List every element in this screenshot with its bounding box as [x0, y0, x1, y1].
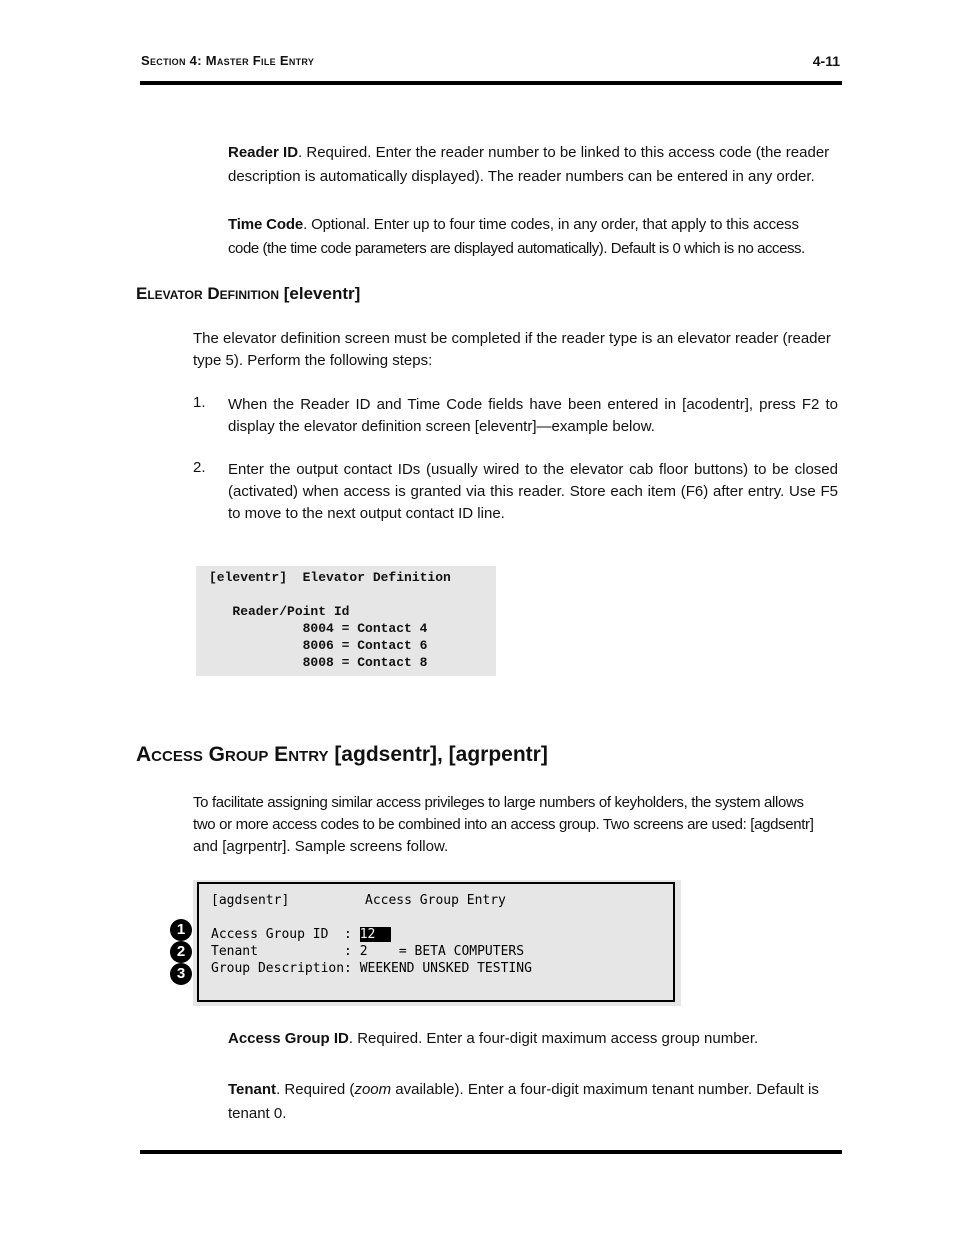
access-group-id-row-label: Access Group ID : [211, 927, 360, 942]
elevator-screen-title: [eleventr] Elevator Definition [209, 570, 451, 585]
access-group-intro-l1: To facilitate assigning similar access privileges to large numbers of keyholders, the system allows [193, 794, 804, 811]
time-code-text-l1: . Optional. Enter up to four time codes, in any order, that apply to this access [303, 216, 799, 233]
access-group-heading [136, 743, 548, 767]
time-code-label: Time Code [228, 216, 304, 233]
access-group-screen-title-code: [agdsentr] [211, 893, 290, 908]
step-2-text: Enter the output contact IDs (usually wired to the elevator cab floor buttons) to be closed (activated) when access is granted via this reader. Store each item (F6) after entry. Use F5 to move to the next output contact ID line. [228, 461, 838, 522]
tenant-paragraph [228, 1078, 838, 1126]
callout-2: 2 [170, 941, 192, 963]
reader-id-label: Reader ID [228, 144, 299, 161]
callout-3: 3 [170, 963, 192, 985]
tenant-text-l2: tenant 0. [228, 1105, 287, 1122]
group-description-row: Group Description: WEEKEND UNSKED TESTING [211, 961, 532, 976]
tenant-text-a: . Required ( [276, 1081, 355, 1098]
footer-rule [140, 1150, 842, 1154]
tenant-label: Tenant [228, 1081, 277, 1098]
elevator-heading-caps: Elevator Definition [136, 284, 280, 303]
tenant-text-zoom: zoom [354, 1081, 392, 1098]
step-1-text: When the Reader ID and Time Code fields have been entered in [acodentr], press F2 to display the elevator definition screen [eleventr]—example below. [228, 396, 838, 435]
access-group-id-label: Access Group ID [228, 1030, 349, 1047]
time-code-text-l2: code (the time code parameters are displayed automatically). Default is 0 which is no access. [228, 240, 805, 257]
callout-1: 1 [170, 919, 192, 941]
access-group-intro [193, 792, 839, 858]
page-number: 4-11 [812, 53, 840, 69]
section-header: Section 4: Master File Entry [141, 53, 315, 68]
reader-id-text-l1: . Required. Enter the reader number to be linked to this access code (the reader [298, 144, 830, 161]
access-group-heading-code: [agdsentr], [agrpentr] [334, 743, 548, 766]
elevator-heading-code: [eleventr] [283, 284, 361, 303]
access-group-screen-terminal [197, 882, 675, 1002]
reader-id-text-l2: description is automatically displayed). The reader numbers can be entered in any order. [228, 168, 815, 185]
tenant-text-b: available). Enter a four-digit maximum tenant number. Default is [391, 1081, 819, 1098]
step-2-number: 2. [193, 459, 206, 476]
elevator-screen-row: 8006 = Contact 6 [209, 638, 428, 653]
elevator-intro [193, 328, 839, 372]
elevator-screen-column-header: Reader/Point Id [209, 604, 350, 619]
access-group-id-text: . Required. Enter a four-digit maximum access group number. [348, 1030, 759, 1047]
elevator-intro-l2: type 5). Perform the following steps: [193, 352, 433, 369]
access-group-intro-l2: two or more access codes to be combined into an access group. Two screens are used: [agdsentr] [193, 816, 814, 833]
elevator-heading [136, 284, 360, 304]
elevator-screen-row: 8004 = Contact 4 [209, 621, 428, 636]
access-group-id-paragraph [228, 1027, 838, 1051]
access-group-screen [193, 880, 681, 1006]
tenant-row: Tenant : 2 = BETA COMPUTERS [211, 944, 525, 959]
header-rule [140, 81, 842, 85]
step-1-number: 1. [193, 394, 206, 411]
access-group-heading-caps: Access Group Entry [136, 743, 329, 766]
access-group-id-row [211, 926, 391, 943]
time-code-paragraph [228, 213, 838, 261]
elevator-screen [196, 566, 496, 676]
reader-id-paragraph [228, 141, 838, 189]
access-group-intro-l3: and [agrpentr]. Sample screens follow. [193, 838, 449, 855]
elevator-intro-l1: The elevator definition screen must be completed if the reader type is an elevator reader (reader [193, 330, 831, 347]
access-group-id-field[interactable]: 12 [359, 927, 392, 942]
elevator-screen-row: 8008 = Contact 8 [209, 655, 428, 670]
access-group-screen-title-name: Access Group Entry [365, 893, 506, 908]
